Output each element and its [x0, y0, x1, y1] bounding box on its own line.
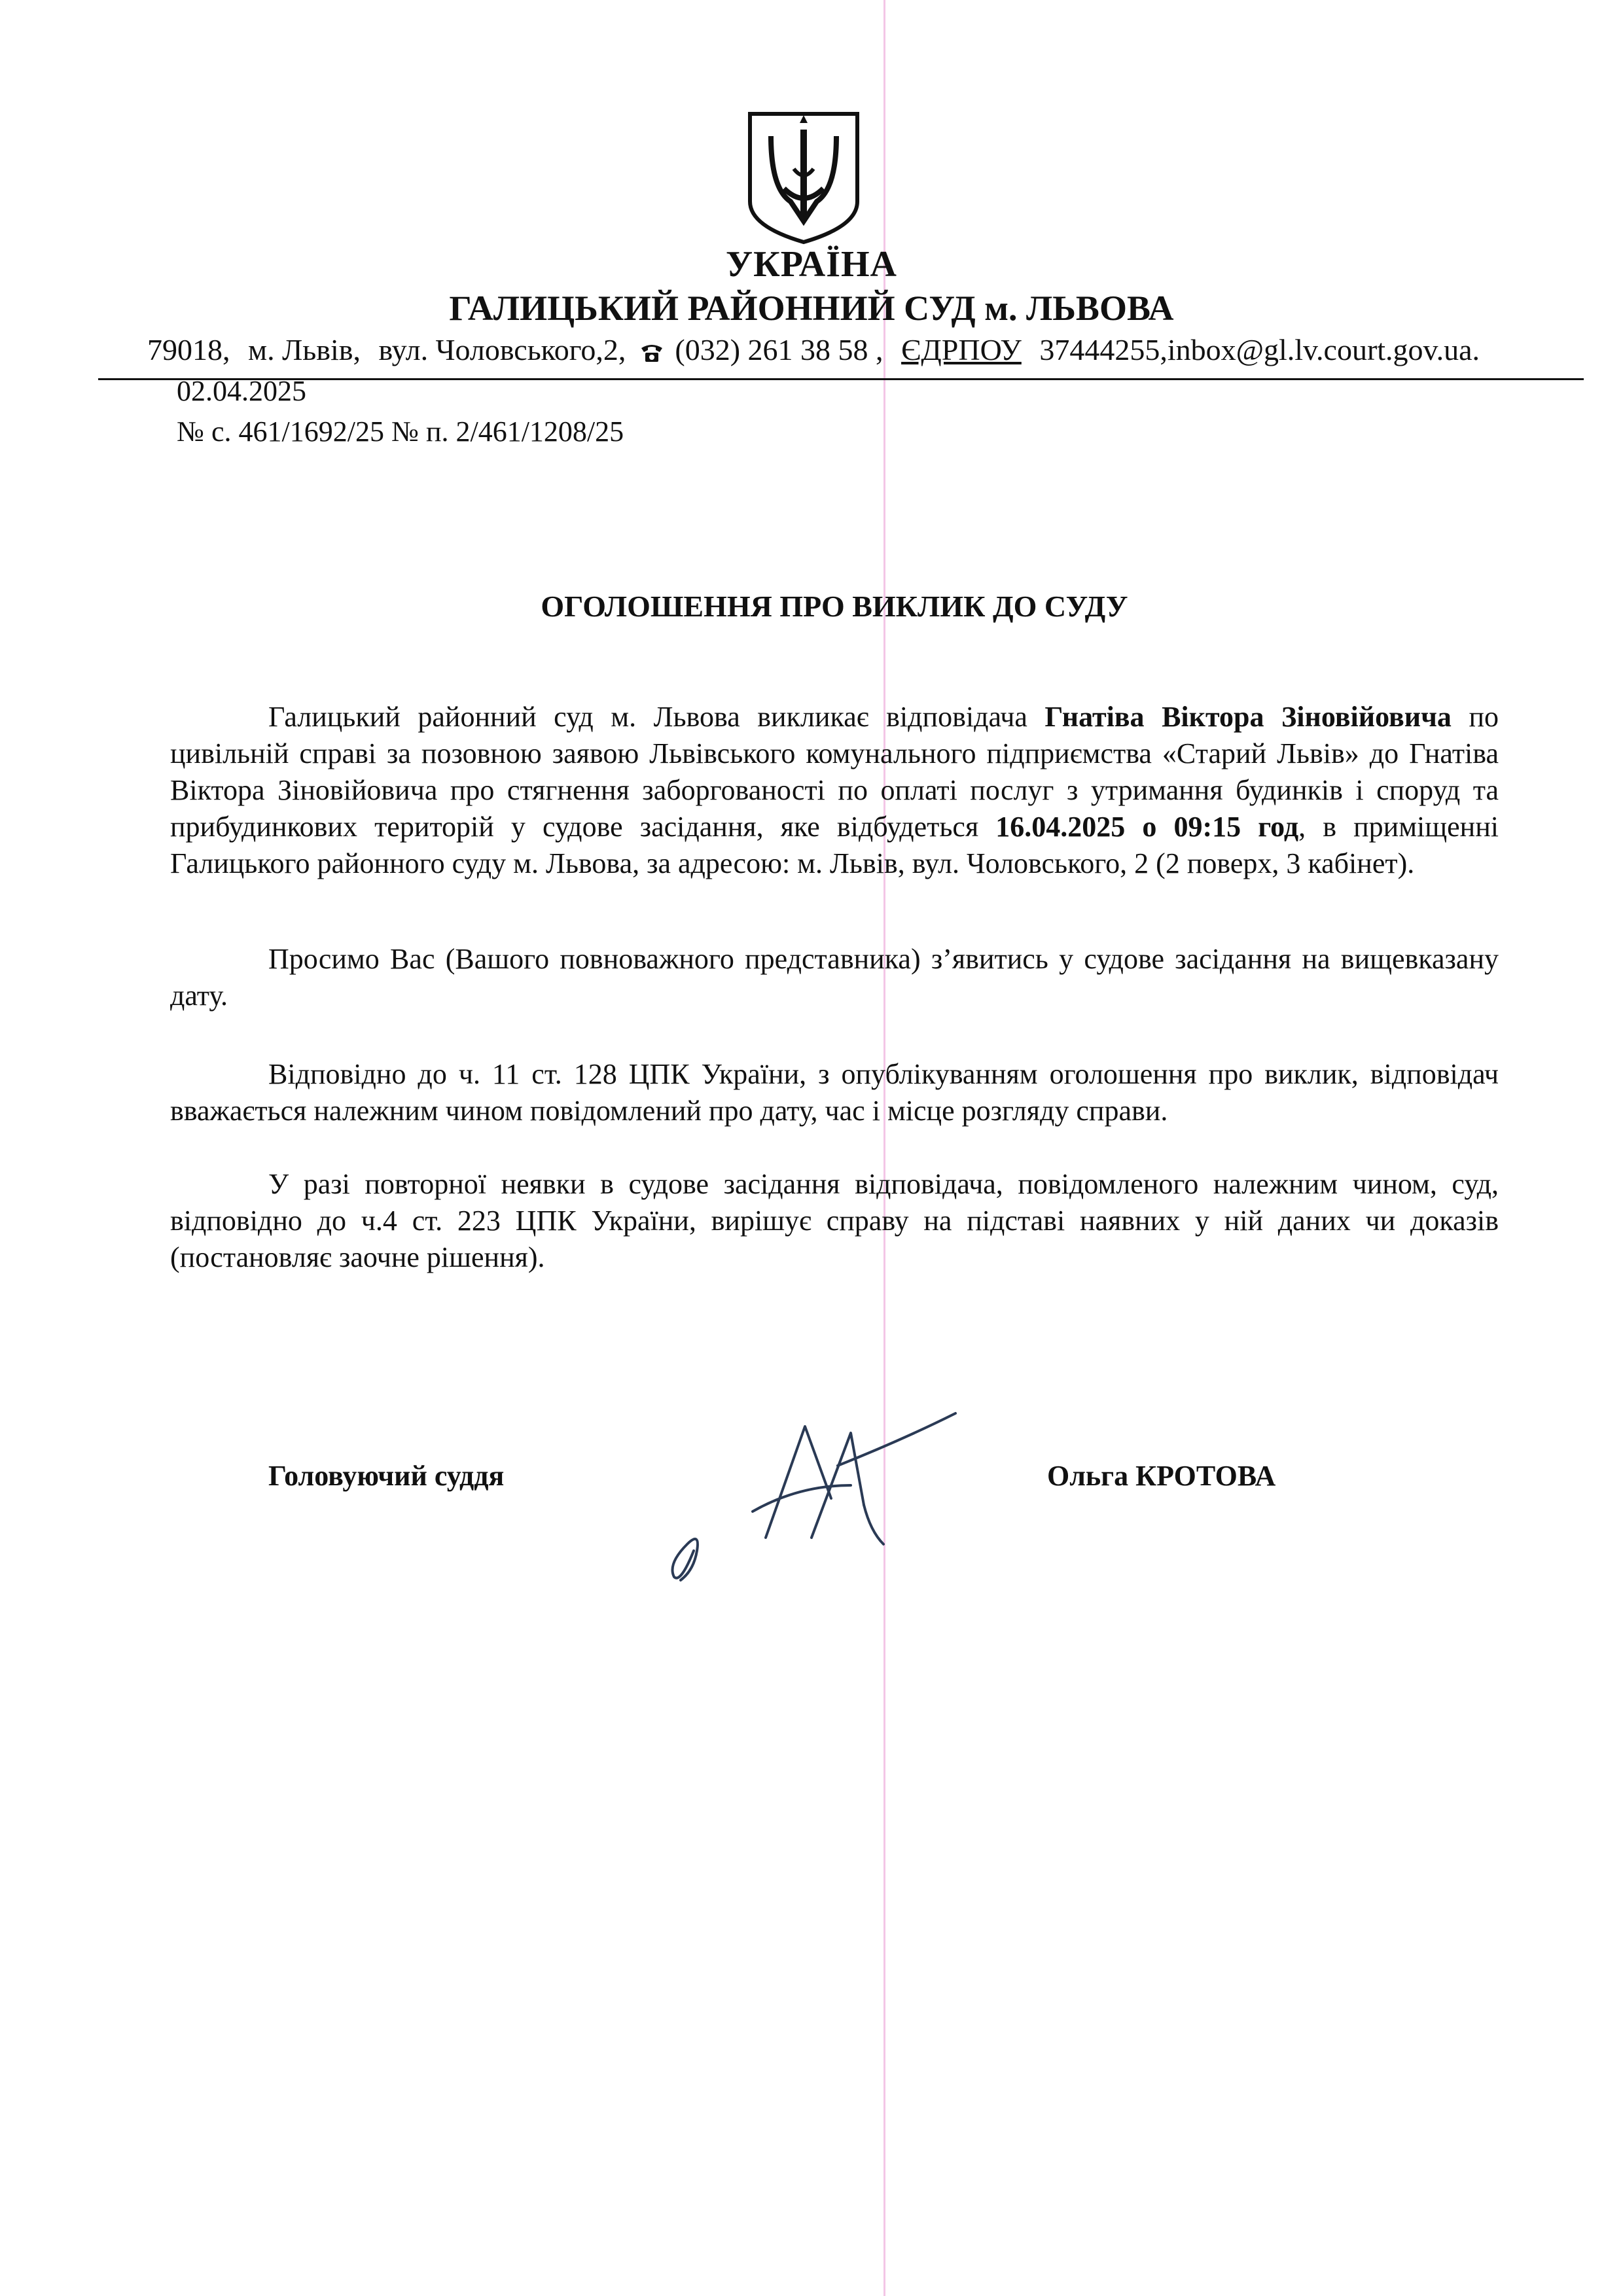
notice-paragraph-1	[170, 699, 1499, 882]
telephone-icon	[639, 342, 665, 364]
letterhead-court-name: ГАЛИЦЬКИЙ РАЙОННИЙ СУД м. ЛЬВОВА	[449, 289, 1174, 328]
contact-edrpou-label: ЄДРПОУ	[901, 333, 1022, 366]
notice-paragraph-4	[170, 1166, 1499, 1276]
p1-end: , в приміщенні Галицького районного суду м. Львова, за адресою: м. Львів, вул. Чоловського, 2 (2 поверх, 3 кабінет).	[170, 811, 1499, 879]
notice-heading: ОГОЛОШЕННЯ ПРО ВИКЛИК ДО СУДУ	[541, 590, 1128, 623]
p1-intro: Галицький районний суд м. Львова викликає відповідача	[268, 701, 1045, 733]
coat-of-arms-trident-icon	[745, 110, 863, 246]
contact-phone: (032) 261 38 58 ,	[675, 333, 883, 366]
defendant-name: Гнатіва Віктора Зіновійовича	[1044, 701, 1452, 733]
letterhead-divider	[98, 378, 1584, 380]
letterhead-contacts	[147, 332, 1480, 367]
p3-text: Відповідно до ч. 11 ст. 128 ЦПК України, з опублікуванням оголошення про виклик, відповідач вважається належним чином повідомлений про дату, час і місце розгляду справи.	[170, 1058, 1499, 1127]
p4-text: У разі повторної неявки в судове засідання відповідача, повідомленого належним чином, суд, відповідно до ч.4 ст. 223 ЦПК України, вирішує справу на підставі наявних у ній даних чи доказів (постановляє заочне рішення).	[170, 1168, 1499, 1273]
signatory-title: Головуючий суддя	[268, 1460, 505, 1492]
letterhead-country: УКРАЇНА	[726, 244, 897, 285]
case-numbers: № с. 461/1692/25 № п. 2/461/1208/25	[177, 415, 624, 448]
p1-middle: по цивільній справі за позовною заявою Львівського комунального підприємства «Старий Львів» до Гнатіва Віктора Зіновійовича про стягнення заборгованості по оплаті послуг з утримання будинків і споруд та прибудинкових територій у судове засідання, яке відбудеться	[170, 701, 1499, 843]
hearing-datetime: 16.04.2025 о 09:15 год	[995, 811, 1299, 843]
contact-city: м. Львів,	[248, 333, 361, 366]
p2-text: Просимо Вас (Вашого повноважного представника) з’явитись у судове засідання на вищевказану дату.	[170, 943, 1499, 1012]
document-date: 02.04.2025	[177, 375, 306, 407]
signatory-name: Ольга КРОТОВА	[1047, 1460, 1276, 1492]
notice-paragraph-3	[170, 1056, 1499, 1129]
contact-postcode: 79018,	[147, 333, 230, 366]
contact-edrpou-email: 37444255,inbox@gl.lv.court.gov.ua.	[1039, 333, 1480, 366]
notice-paragraph-2	[170, 941, 1499, 1014]
contact-street: вул. Чоловського,2,	[378, 333, 626, 366]
handwritten-signature	[654, 1387, 982, 1597]
